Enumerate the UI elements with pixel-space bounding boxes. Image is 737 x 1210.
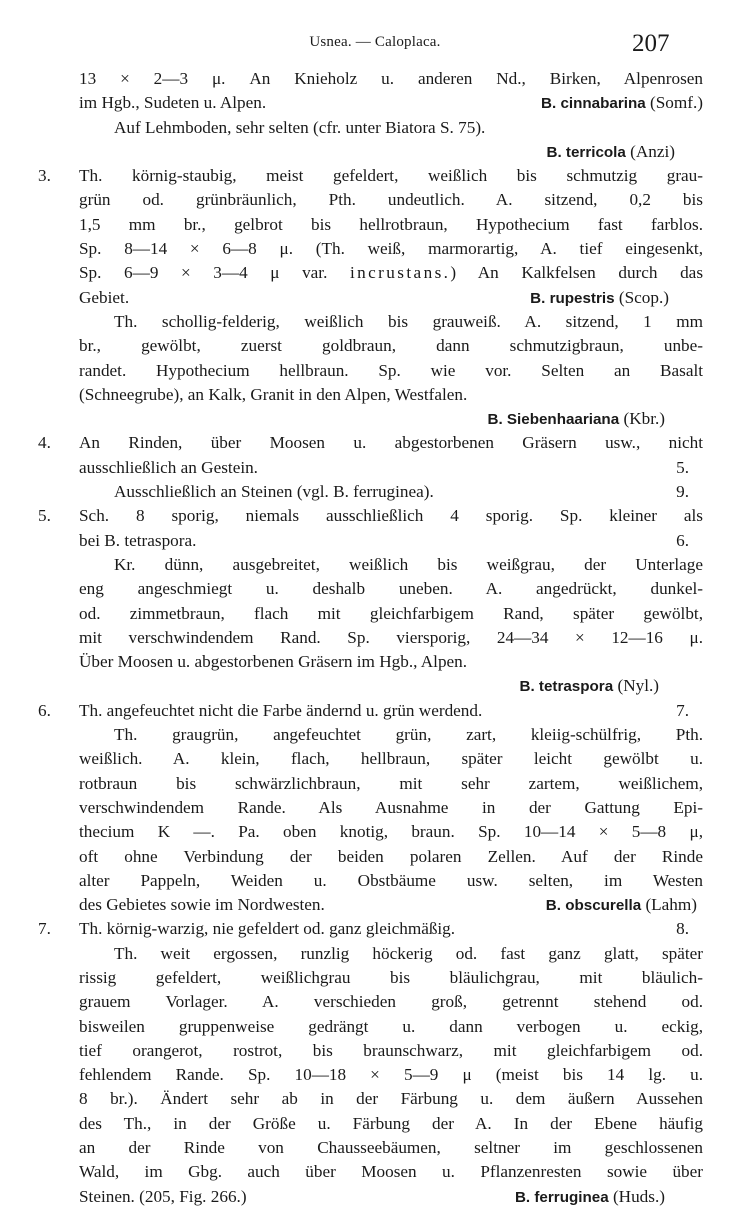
text-line: Steinen. (205, Fig. 266.) B. ferruginea (Huds.) [38,1185,703,1209]
text-line: Wald, im Gbg. auch über Moosen u. Pflanzenresten sowie über [79,1162,703,1182]
text-line [38,140,703,164]
text-line: 1,5 mm br., gelbrot bis hellrotbraun, Hypothecium fast farblos. [79,214,703,234]
key-reference: 8. [676,919,689,939]
text-line: des Gebietes sowie im Nordwesten. B. obscurella (Lahm) [38,893,703,917]
text-line: ausschließlich an Gestein. 5. [38,456,703,480]
couplet-number: 5. [38,506,51,526]
text-line: alter Pappeln, Weiden u. Obstbäume usw. selten, im Westen [79,870,703,890]
text-line: an der Rinde von Chausseebäumen, seltner im geschlossenen [79,1138,703,1158]
text-line: eng angeschmiegt u. deshalb uneben. A. angedrückt, dunkel- [79,579,703,599]
text-line: fehlendem Rande. Sp. 10—18 × 5—9 μ (meist bis 14 lg. u. [79,1065,703,1085]
text-line: im Hgb., Sudeten u. Alpen. B. cinnabarina (Somf.) [38,91,703,115]
key-reference: 6. [676,530,689,550]
text-line: Th. graugrün, angefeuchtet grün, zart, kleiig-schülfrig, Pth. [114,725,703,745]
species-name: B. ferruginea (Huds.) [514,1186,665,1206]
text-line [38,674,703,698]
variety-name: incrustans. [349,263,451,283]
text-line: des Th., in der Größe u. Färbung der A. In der Ebene häufig [79,1113,703,1133]
couplet-number: 3. [38,166,51,186]
text-line: tief orangerot, rostrot, bis braunschwarz, mit gleichfarbigem od. [79,1040,703,1060]
running-title: Usnea. — Caloplaca. [309,34,441,50]
couplet-line: 7. Th. körnig-warzig, nie gefeldert od. ganz gleichmäßig. 8. [38,917,703,941]
text-line: Sp. 8—14 × 6—8 μ. (Th. weiß, marmorartig, A. tief eingesenkt, [79,239,703,259]
text-line: Auf Lehmboden, sehr selten (cfr. unter Biatora S. 75). [114,117,486,137]
text-line: (Schneegrube), an Kalk, Granit in den Alpen, Westfalen. [79,384,468,404]
text-line: verschwindendem Rande. Als Ausnahme in der Gattung Epi- [79,797,703,817]
text-line: randet. Hypothecium hellbraun. Sp. wie vor. Selten an Basalt [79,360,703,380]
couplet-line: 5. Sch. 8 sporig, niemals ausschließlich 4 sporig. Sp. kleiner als [38,504,703,528]
key-reference: 5. [676,457,689,477]
text-line: weißlich. A. klein, flach, hellbraun, später leicht gewölbt u. [79,749,703,769]
text-line: od. zimmetbraun, flach mit gleichfarbigem Rand, später gewölbt, [79,603,703,623]
species-name: B. terricola (Anzi) [546,141,675,161]
running-head [0,30,737,60]
text-line: rissig gefeldert, weißlichgrau bis bläulichgrau, mit bläulich- [79,967,703,987]
text-line: 8 br.). Ändert sehr ab in der Färbung u. dem äußern Aussehen [79,1089,703,1109]
text-line: bisweilen gruppenweise gedrängt u. dann verbogen u. eckig, [79,1016,703,1036]
text-line [38,407,703,431]
species-name: B. tetraspora (Nyl.) [519,676,659,696]
species-name: B. Siebenhaariana (Kbr.) [487,409,665,429]
text-line: Th. weit ergossen, runzlig höckerig od. fast ganz glatt, später [114,943,703,963]
text-line: Über Moosen u. abgestorbenen Gräsern im Hgb., Alpen. [79,652,468,672]
page-number: 207 [632,30,670,57]
species-name: B. rupestris (Scop.) [530,287,669,307]
text-line: thecium K —. Pa. oben knotig, braun. Sp. 10—14 × 5—8 μ, [79,822,703,842]
text-line: bei B. tetraspora. 6. [38,529,703,553]
text-line: grauem Vorlager. A. verschieden groß, getrennt stehend od. [79,992,703,1012]
text-line: Ausschließlich an Steinen (vgl. B. ferruginea). 9. [38,480,703,504]
couplet-number: 6. [38,700,51,720]
text-line: br., gewölbt, zuerst goldbraun, dann schmutzigbraun, unbe- [79,336,703,356]
couplet-line: 6. Th. angefeuchtet nicht die Farbe ändernd u. grün werdend. 7. [38,699,703,723]
key-reference: 7. [676,700,689,720]
text-line: Kr. dünn, ausgebreitet, weißlich bis weißgrau, der Unterlage [114,554,703,574]
text-line: rotbraun bis schwärzlichbraun, mit sehr zartem, weißlichem, [79,773,703,793]
text-line: Gebiet. B. rupestris (Scop.) [38,286,703,310]
key-reference: 9. [676,482,689,502]
text-line: oft ohne Verbindung der beiden polaren Zellen. Auf der Rinde [79,846,703,866]
couplet-number: 4. [38,433,51,453]
text-line: 13 × 2—3 μ. An Knieholz u. anderen Nd., Birken, Alpenrosen [79,69,703,88]
couplet-line: 3. Th. körnig-staubig, meist gefeldert, weißlich bis schmutzig grau- [38,164,703,188]
text-line: grün od. grünbräunlich, Pth. undeutlich. A. sitzend, 0,2 bis [79,190,703,210]
text-line: Sp. 6—9 × 3—4 μ var. incrustans.) An Kalkfelsen durch das [79,263,704,283]
text-line: Th. schollig-felderig, weißlich bis grauweiß. A. sitzend, 1 mm [114,311,703,331]
key-text [38,67,703,1209]
couplet-line: 4. An Rinden, über Moosen u. abgestorbenen Gräsern usw., nicht [38,431,703,455]
species-name: B. cinnabarina (Somf.) [541,93,703,113]
species-name: B. obscurella (Lahm) [545,895,697,915]
couplet-number: 7. [38,919,51,939]
text-line: mit verschwindendem Rand. Sp. viersporig, 24—34 × 12—16 μ. [79,627,703,647]
